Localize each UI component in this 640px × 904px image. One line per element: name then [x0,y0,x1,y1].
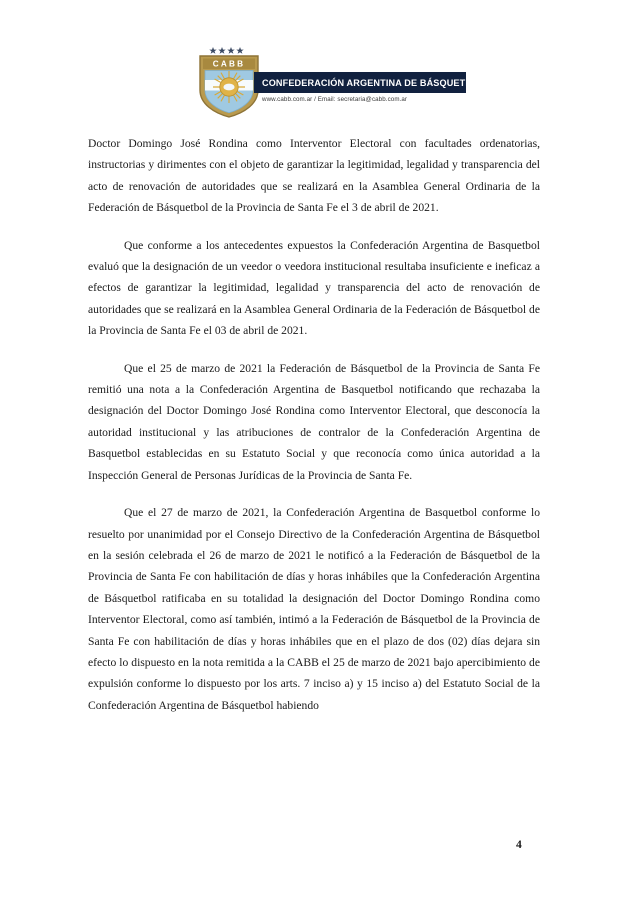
contact-line: www.cabb.com.ar / Email: secretaria@cabb.com.ar [262,96,408,103]
page-number: 4 [516,838,522,851]
paragraph-2: Que conforme a los antecedentes expuestos la Confederación Argentina de Basquetbol evaluó que la designación de un veedor o veedora institucional resultaba insuficiente e ineficaz a efectos de garantizar la legitimidad, legalidad y transparencia del acto de renovación de autoridades que se realizará en la Asamblea General Ordinaria de la Federación de Básquetbol de la Provincia de Santa Fe el 03 de abril de 2021. [88,238,540,338]
paragraph-3: Que el 25 de marzo de 2021 la Federación de Básquetbol de la Provincia de Santa Fe remitió una nota a la Confederación Argentina de Basquetbol notificando que rechazaba la designación del Doctor Domingo José Rondina como Interventor Electoral, que desconocía la autoridad institucional y las atribuciones de contralor de la Confederación Argentina de Basquetbol establecidas en su Estatuto Social y que reconocía como única autoridad a la Inspección General de Personas Jurídicas de la Provincia de Santa Fe. [88,361,540,482]
cabb-logo [196,40,485,118]
letterhead [0,40,640,118]
paragraph-1: Doctor Domingo José Rondina como Interventor Electoral con facultades ordenatorias, instructorias y dirimentes con el objeto de garantizar la legitimidad, legalidad y transparencia del acto de renovación de autoridades que se realizará en la Asamblea General Ordinaria de la Federación de Básquetbol de la Provincia de Santa Fe el 3 de abril de 2021. [88,137,540,215]
svg-text:CABB: CABB [212,59,246,69]
document-body [88,133,540,716]
cabb-shield-icon [196,44,262,118]
organization-name: CONFEDERACIÓN ARGENTINA DE BÁSQUETBOL [262,77,485,88]
organization-banner [254,72,485,93]
paragraph-4: Que el 27 de marzo de 2021, la Confederación Argentina de Basquetbol conforme lo resuelto por unanimidad por el Consejo Directivo de la Confederación Argentina de Básquetbol en la sesión celebrada el 26 de marzo de 2021 le notificó a la Federación de Básquetbol de la Provincia de Santa Fe con habilitación de días y horas inhábiles que la Confederación Argentina de Básquetbol ratificaba en su totalidad la designación del Doctor Domingo Rondina como Interventor Electoral, como así también, intimó a la Federación de Básquetbol de la Provincia de Santa Fe con habilitación de días y horas inhábiles que en el plazo de dos (02) días dejara sin efecto lo dispuesto en la nota remitida a la CABB el 25 de marzo de 2021 bajo apercibimiento de expulsión conforme lo dispuesto por los arts. 7 inciso a) y 15 inciso a) del Estatuto Social de la Confederación Argentina de Básquetbol habiendo [88,506,540,712]
